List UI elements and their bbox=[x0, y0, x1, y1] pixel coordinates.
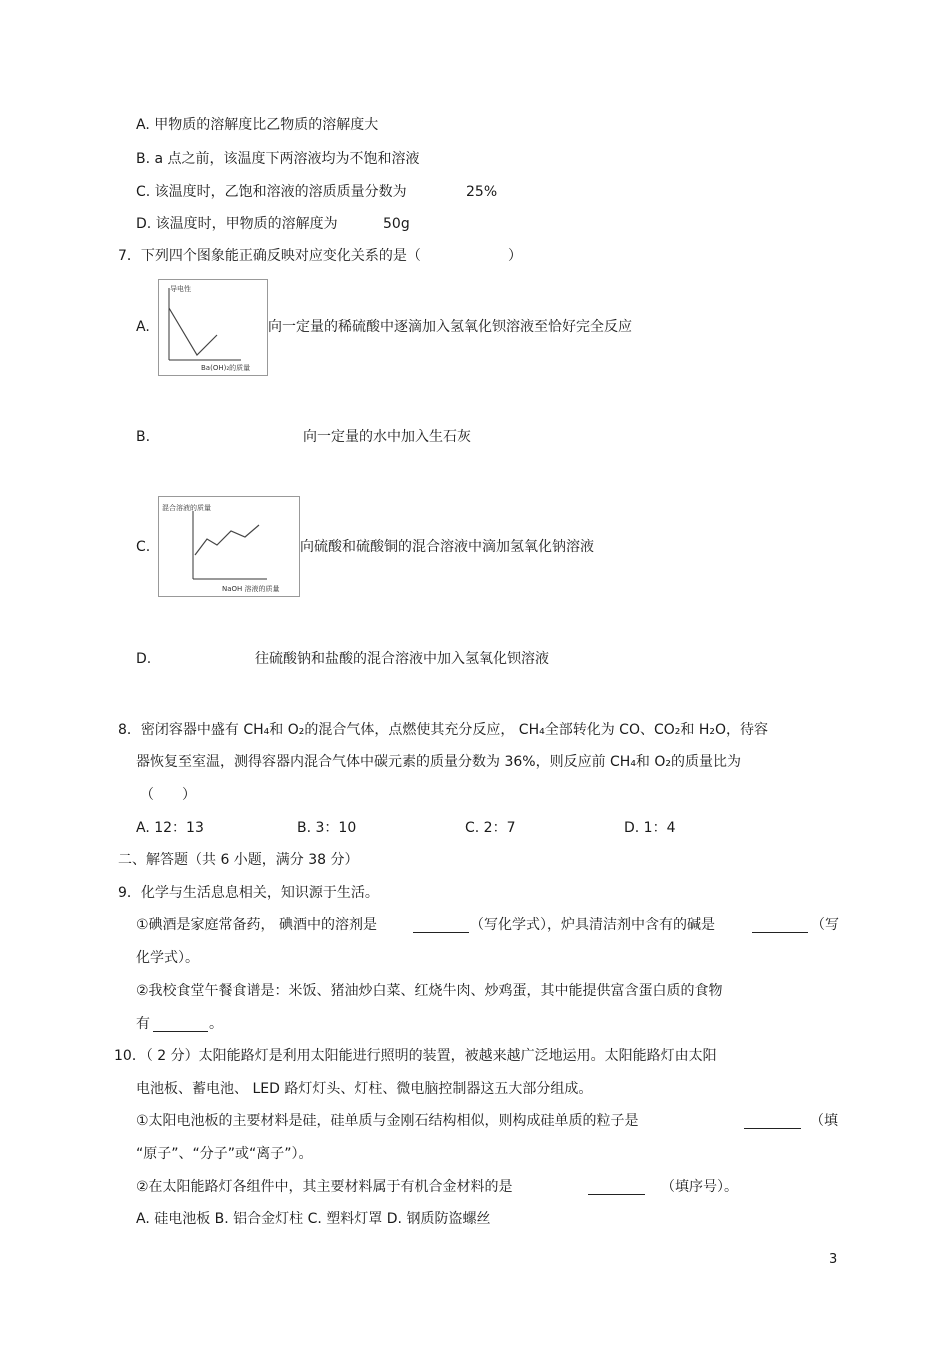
q9-part-2c: 。 bbox=[209, 1016, 223, 1032]
q6-option-d: D. 该温度时，甲物质的溶解度为 bbox=[136, 216, 338, 232]
q6-option-c: C. 该温度时，乙饱和溶液的溶质质量分数为 bbox=[136, 184, 407, 200]
q8-line-2: 器恢复至室温，测得容器内混合气体中碳元素的质量分数为 36%，则反应前 CH₄和 O₂的质量比为 bbox=[136, 754, 742, 770]
q10-part-2b: （填序号）。 bbox=[661, 1179, 738, 1195]
q9-part-1a: ①碘酒是家庭常备药， 碘酒中的溶剂是 bbox=[136, 917, 377, 933]
q10-part-2a: ②在太阳能路灯各组件中，其主要材料属于有机合金材料的是 bbox=[136, 1179, 513, 1195]
q7-option-c-label: C. bbox=[136, 539, 151, 555]
q6-option-b: B. a 点之前，该温度下两溶液均为不饱和溶液 bbox=[136, 151, 420, 167]
section-2-heading: 二、解答题（共 6 小题，满分 38 分） bbox=[118, 852, 359, 868]
q7-option-b-text: 向一定量的水中加入生石灰 bbox=[303, 429, 471, 445]
q9-stem: 9．化学与生活息息相关，知识源于生活。 bbox=[118, 885, 379, 901]
q7-graph-c-xlabel: NaOH 溶液的质量 bbox=[222, 585, 280, 593]
q7-option-a-text: 向一定量的稀硫酸中逐滴加入氢氧化钡溶液至恰好完全反应 bbox=[268, 319, 632, 335]
q9-blank-protein[interactable] bbox=[153, 1017, 208, 1032]
q6-option-a: A. 甲物质的溶解度比乙物质的溶解度大 bbox=[136, 117, 379, 133]
q8-option-c: C. 2：7 bbox=[465, 820, 516, 836]
q7-graph-a-plot bbox=[159, 280, 267, 375]
q10-blank-particle[interactable] bbox=[744, 1114, 801, 1129]
q10-part-1c: “原子”、“分子”或“离子”）。 bbox=[136, 1146, 313, 1162]
q7-option-c-text: 向硫酸和硫酸铜的混合溶液中滴加氢氧化钠溶液 bbox=[300, 539, 594, 555]
q9-part-1d: 化学式）。 bbox=[136, 950, 199, 966]
q9-blank-base[interactable] bbox=[752, 918, 808, 933]
q7-option-d-label: D. bbox=[136, 651, 152, 667]
q6-option-c-value: 25% bbox=[466, 184, 498, 200]
q7-option-d-text: 往硫酸钠和盐酸的混合溶液中加入氢氧化钡溶液 bbox=[255, 651, 549, 667]
q9-part-1b: （写化学式），炉具清洁剂中含有的碱是 bbox=[470, 917, 715, 933]
q7-option-b-label: B. bbox=[136, 429, 151, 445]
q10-part-1b: （填 bbox=[810, 1113, 838, 1129]
q7-graph-a-xlabel: Ba(OH)₂的质量 bbox=[201, 364, 251, 372]
q8-option-a: A. 12：13 bbox=[136, 820, 204, 836]
q10-blank-material[interactable] bbox=[588, 1180, 645, 1195]
q7-graph-c-ylabel: 混合溶液的质量 bbox=[162, 504, 211, 512]
q9-blank-solvent[interactable] bbox=[413, 918, 469, 933]
q7-graph-a-ylabel: 导电性 bbox=[170, 285, 191, 293]
q10-line-1: 10．（ 2 分）太阳能路灯是利用太阳能进行照明的装置，被越来越广泛地运用。太阳能路灯由太阳 bbox=[114, 1048, 717, 1064]
q9-part-2a: ②我校食堂午餐食谱是：米饭、猪油炒白菜、红烧牛肉、炒鸡蛋，其中能提供富含蛋白质的食物 bbox=[136, 983, 723, 999]
q10-line-2: 电池板、蓄电池、 LED 路灯灯头、灯柱、微电脑控制器这五大部分组成。 bbox=[136, 1081, 593, 1097]
q7-graph-c bbox=[158, 496, 300, 597]
q6-option-d-value: 50g bbox=[383, 216, 410, 232]
q7-option-a-label: A. bbox=[136, 319, 150, 335]
q8-line-1: 8．密闭容器中盛有 CH₄和 O₂的混合气体，点燃使其充分反应， CH₄全部转化为 CO、CO₂和 H₂O，待容 bbox=[118, 722, 768, 738]
q8-line-3: （ ） bbox=[140, 787, 196, 803]
q9-part-2b: 有 bbox=[136, 1016, 150, 1032]
q7-stem: 7．下列四个图象能正确反映对应变化关系的是（ bbox=[118, 248, 421, 264]
q7-stem-close: ） bbox=[508, 248, 522, 264]
page-number: 3 bbox=[829, 1252, 838, 1267]
q10-options: A. 硅电池板 B. 铝合金灯柱 C. 塑料灯罩 D. 钢质防盗螺丝 bbox=[136, 1211, 491, 1227]
q8-option-d: D. 1：4 bbox=[624, 820, 676, 836]
q7-graph-a bbox=[158, 279, 268, 376]
q8-option-b: B. 3：10 bbox=[297, 820, 357, 836]
q10-part-1a: ①太阳电池板的主要材料是硅，硅单质与金刚石结构相似，则构成硅单质的粒子是 bbox=[136, 1113, 639, 1129]
q9-part-1c: （写 bbox=[811, 917, 839, 933]
